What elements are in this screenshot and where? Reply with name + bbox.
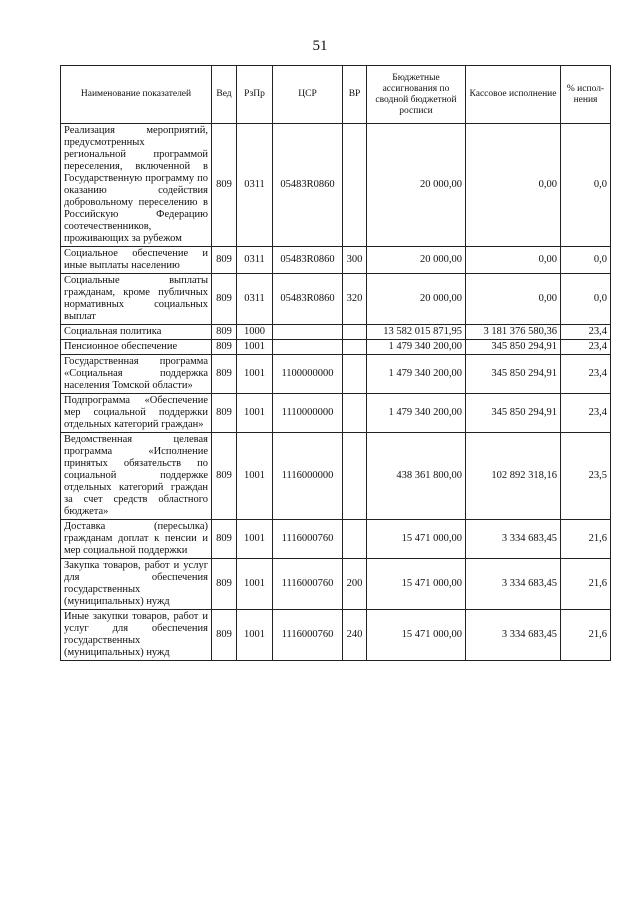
cell-name: Иные закупки товаров, работ и услуг для обеспечения государственных (муниципальных) нужд bbox=[61, 610, 212, 661]
cell-name: Ведомственная целевая программа «Исполнение принятых обязательств по социальной поддержке отдельных категорий граждан за счет средств областного бюджета» bbox=[61, 433, 212, 520]
cell-csr: 1116000760 bbox=[273, 610, 343, 661]
cell-name: Подпрограмма «Обеспечение мер социальной поддержки отдельных категорий граждан» bbox=[61, 394, 212, 433]
cell-vr bbox=[343, 325, 367, 340]
cell-csr: 05483R0860 bbox=[273, 124, 343, 247]
cell-rzpr: 0311 bbox=[237, 274, 273, 325]
header-csr: ЦСР bbox=[273, 66, 343, 124]
cell-vr bbox=[343, 433, 367, 520]
cell-cash: 3 181 376 580,36 bbox=[466, 325, 561, 340]
cell-cash: 102 892 318,16 bbox=[466, 433, 561, 520]
table-row bbox=[61, 355, 611, 394]
cell-ved: 809 bbox=[212, 340, 237, 355]
cell-budget: 15 471 000,00 bbox=[367, 610, 466, 661]
cell-ved: 809 bbox=[212, 610, 237, 661]
cell-name: Социальные выплаты гражданам, кроме публичных нормативных социальных выплат bbox=[61, 274, 212, 325]
cell-ved: 809 bbox=[212, 124, 237, 247]
header-name: Наименование показателей bbox=[61, 66, 212, 124]
cell-budget: 438 361 800,00 bbox=[367, 433, 466, 520]
cell-csr: 1110000000 bbox=[273, 394, 343, 433]
cell-vr bbox=[343, 394, 367, 433]
table-header-row bbox=[61, 66, 611, 124]
cell-budget: 15 471 000,00 bbox=[367, 520, 466, 559]
cell-ved: 809 bbox=[212, 520, 237, 559]
cell-rzpr: 1001 bbox=[237, 520, 273, 559]
cell-rzpr: 1001 bbox=[237, 355, 273, 394]
cell-name: Пенсионное обеспечение bbox=[61, 340, 212, 355]
cell-vr: 240 bbox=[343, 610, 367, 661]
cell-cash: 3 334 683,45 bbox=[466, 520, 561, 559]
table-row bbox=[61, 325, 611, 340]
header-vr: ВР bbox=[343, 66, 367, 124]
cell-ved: 809 bbox=[212, 433, 237, 520]
page-number: 51 bbox=[312, 38, 328, 54]
cell-rzpr: 0311 bbox=[237, 124, 273, 247]
cell-vr: 300 bbox=[343, 247, 367, 274]
cell-vr bbox=[343, 340, 367, 355]
cell-budget: 20 000,00 bbox=[367, 124, 466, 247]
cell-name: Социальная политика bbox=[61, 325, 212, 340]
header-pct: % испол-нения bbox=[561, 66, 611, 124]
cell-rzpr: 1001 bbox=[237, 340, 273, 355]
cell-csr bbox=[273, 340, 343, 355]
cell-vr: 200 bbox=[343, 559, 367, 610]
table-row bbox=[61, 520, 611, 559]
cell-pct: 23,4 bbox=[561, 355, 611, 394]
cell-budget: 15 471 000,00 bbox=[367, 559, 466, 610]
cell-pct: 23,5 bbox=[561, 433, 611, 520]
table-row bbox=[61, 394, 611, 433]
cell-ved: 809 bbox=[212, 247, 237, 274]
cell-ved: 809 bbox=[212, 325, 237, 340]
cell-cash: 0,00 bbox=[466, 247, 561, 274]
cell-ved: 809 bbox=[212, 394, 237, 433]
table-row bbox=[61, 610, 611, 661]
table-row bbox=[61, 124, 611, 247]
cell-csr: 1116000760 bbox=[273, 559, 343, 610]
cell-cash: 345 850 294,91 bbox=[466, 355, 561, 394]
cell-cash: 3 334 683,45 bbox=[466, 559, 561, 610]
cell-name: Социальное обеспечение и иные выплаты населению bbox=[61, 247, 212, 274]
cell-cash: 345 850 294,91 bbox=[466, 394, 561, 433]
cell-rzpr: 1001 bbox=[237, 394, 273, 433]
cell-pct: 21,6 bbox=[561, 559, 611, 610]
header-ved: Вед bbox=[212, 66, 237, 124]
cell-csr: 05483R0860 bbox=[273, 274, 343, 325]
cell-vr bbox=[343, 355, 367, 394]
cell-rzpr: 1001 bbox=[237, 610, 273, 661]
header-budget: Бюджетные ассигнования по сводной бюджетной росписи bbox=[367, 66, 466, 124]
cell-rzpr: 1000 bbox=[237, 325, 273, 340]
cell-csr: 1100000000 bbox=[273, 355, 343, 394]
table-row bbox=[61, 274, 611, 325]
cell-pct: 23,4 bbox=[561, 325, 611, 340]
cell-cash: 345 850 294,91 bbox=[466, 340, 561, 355]
cell-vr: 320 bbox=[343, 274, 367, 325]
cell-pct: 21,6 bbox=[561, 610, 611, 661]
cell-name: Реализация мероприятий, предусмотренных региональной программой переселения, включенной в Государственную программу по оказанию содействия добровольному переселению в Российскую Федерацию соотечественников, проживающих за рубежом bbox=[61, 124, 212, 247]
cell-budget: 13 582 015 871,95 bbox=[367, 325, 466, 340]
cell-ved: 809 bbox=[212, 355, 237, 394]
cell-cash: 0,00 bbox=[466, 124, 561, 247]
cell-csr bbox=[273, 325, 343, 340]
cell-vr bbox=[343, 124, 367, 247]
cell-budget: 1 479 340 200,00 bbox=[367, 340, 466, 355]
cell-csr: 1116000000 bbox=[273, 433, 343, 520]
cell-rzpr: 1001 bbox=[237, 433, 273, 520]
cell-name: Доставка (пересылка) гражданам доплат к пенсии и мер социальной поддержки bbox=[61, 520, 212, 559]
cell-cash: 0,00 bbox=[466, 274, 561, 325]
cell-csr: 05483R0860 bbox=[273, 247, 343, 274]
cell-budget: 20 000,00 bbox=[367, 247, 466, 274]
table-row bbox=[61, 433, 611, 520]
cell-pct: 0,0 bbox=[561, 247, 611, 274]
cell-budget: 1 479 340 200,00 bbox=[367, 355, 466, 394]
cell-name: Государственная программа «Социальная поддержка населения Томской области» bbox=[61, 355, 212, 394]
table-row bbox=[61, 247, 611, 274]
cell-cash: 3 334 683,45 bbox=[466, 610, 561, 661]
cell-rzpr: 0311 bbox=[237, 247, 273, 274]
cell-pct: 0,0 bbox=[561, 274, 611, 325]
cell-name: Закупка товаров, работ и услуг для обеспечения государственных (муниципальных) нужд bbox=[61, 559, 212, 610]
cell-pct: 23,4 bbox=[561, 394, 611, 433]
cell-pct: 0,0 bbox=[561, 124, 611, 247]
cell-rzpr: 1001 bbox=[237, 559, 273, 610]
table-row bbox=[61, 559, 611, 610]
cell-ved: 809 bbox=[212, 274, 237, 325]
header-rzpr: РзПр bbox=[237, 66, 273, 124]
header-cash: Кассовое исполнение bbox=[466, 66, 561, 124]
cell-budget: 20 000,00 bbox=[367, 274, 466, 325]
cell-pct: 21,6 bbox=[561, 520, 611, 559]
cell-csr: 1116000760 bbox=[273, 520, 343, 559]
cell-ved: 809 bbox=[212, 559, 237, 610]
budget-execution-table bbox=[60, 65, 611, 661]
cell-budget: 1 479 340 200,00 bbox=[367, 394, 466, 433]
cell-pct: 23,4 bbox=[561, 340, 611, 355]
table-row bbox=[61, 340, 611, 355]
cell-vr bbox=[343, 520, 367, 559]
